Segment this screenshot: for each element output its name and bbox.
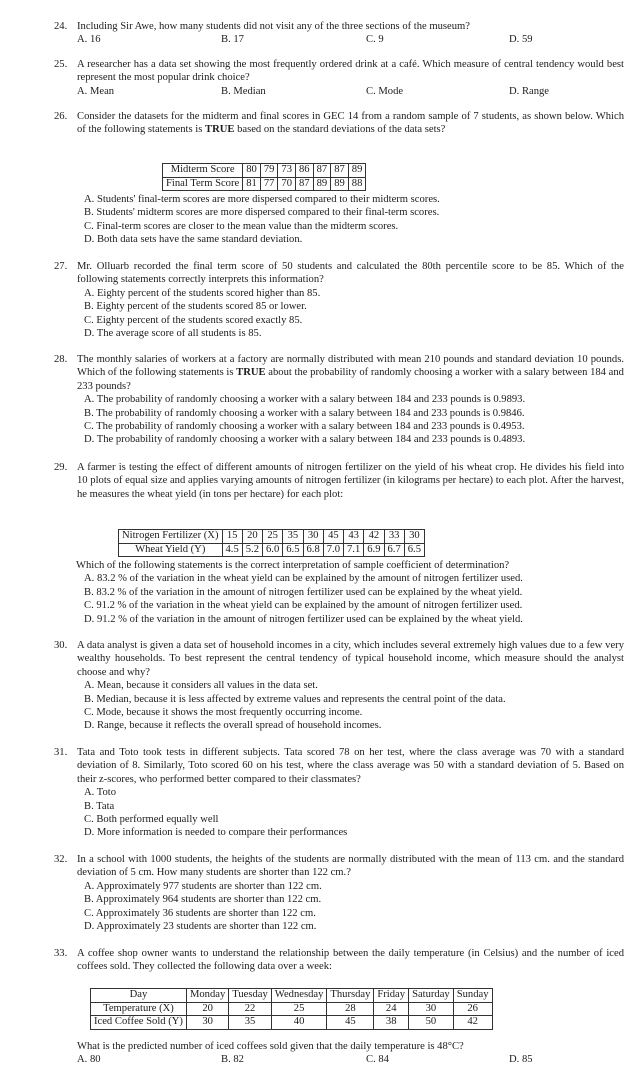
question-29-options [76,559,626,626]
question-number: 30. [54,640,68,651]
table-cell: 20 [186,1002,228,1016]
option-c: C. Eighty percent of the students scored exactly 85. [84,314,303,326]
question-text: A farmer is testing the effect of different amounts of nitrogen fertilizer on the yield of his wheat crop. He divides his field into 10 plots of equal size and applies varying amounts of nitrogen fertilizer (in kilograms per hectare) to each plot. After the harvest, he measures the wheat yield (in tons per hectare) for each plot: [77,462,624,500]
table-cell: 88 [348,177,366,191]
option-a: A. Eighty percent of the students scored higher than 85. [84,287,321,299]
table-cell: 35 [229,1016,272,1030]
table-cell: 28 [327,1002,374,1016]
table-cell: 4.5 [222,543,242,557]
question-text: In a school with 1000 students, the heights of the students are normally distributed with the mean of 113 cm. and the standard deviation of 5 cm. How many students are shorter than 122 cm.? [77,854,624,879]
table-cell: 7.0 [323,543,343,557]
column-header: Tuesday [229,989,272,1003]
option-d: D. The average score of all students is 85. [84,328,262,340]
iced-coffee-table [90,988,493,1030]
option-c: C. Final-term scores are closer to the mean value than the midterm scores. [84,220,399,232]
question-number: 26. [54,111,68,122]
table-cell: 30 [186,1016,228,1030]
column-header: Sunday [453,989,492,1003]
choice-b: B. Median [221,85,266,97]
table-cell: 6.0 [263,543,283,557]
table-cell: 6.9 [364,543,384,557]
column-header: Friday [374,989,409,1003]
question-text: The monthly salaries of workers at a factory are normally distributed with mean 210 pounds and standard deviation 10 pounds. Which of the following statements is TRUE about the probability of randomly choosing a worker with a salary between 184 and 233 pounds? [77,354,624,392]
table-cell: 89 [348,164,366,178]
table-cell: 89 [331,177,349,191]
table-cell: 5.2 [242,543,262,557]
question-27 [54,260,624,340]
question-text: Including Sir Awe, how many students did not visit any of the three sections of the museum? [77,21,470,32]
row-label: Nitrogen Fertilizer (X) [119,530,223,544]
option-b: B. Eighty percent of the students scored 85 or lower. [84,301,307,313]
table-header-row [91,989,493,1003]
question-number: 24. [54,21,68,32]
question-prompt: Which of the following statements is the correct interpretation of sample coefficient of determination? [76,560,510,571]
table-cell: 30 [409,1002,454,1016]
column-header: Wednesday [271,989,327,1003]
option-b: B. Tata [84,800,115,812]
table-row [119,543,425,557]
question-text: Tata and Toto took tests in different subjects. Tata scored 78 on her test, where the class average was 70 with a standard deviation of 8. Similarly, Toto scored 60 on his test, where the class average was 50 with a standard deviation of 5. Based on their z-scores, who performed better compared to their classmates? [77,747,624,785]
emphasis-true: TRUE [205,124,235,136]
row-label: Wheat Yield (Y) [119,543,223,557]
table-row [163,164,366,178]
column-header: Thursday [327,989,374,1003]
table-cell: 40 [271,1016,327,1030]
option-b: B. 83.2 % of the variation in the amount of nitrogen fertilizer used can be explained by the wheat yield. [84,586,523,598]
fertilizer-table [118,529,425,557]
question-text: A coffee shop owner wants to understand the relationship between the daily temperature (in Celsius) and the number of iced coffees sold. They collected the following data over a week: [77,948,624,973]
table-cell: 22 [229,1002,272,1016]
choice-d: D. 59 [509,34,533,46]
row-label: Midterm Score [163,164,243,178]
scores-table [162,163,366,191]
question-29 [54,461,624,501]
emphasis-true: TRUE [236,367,266,379]
question-number: 28. [54,354,68,365]
table-cell: 77 [260,177,278,191]
option-c: C. Approximately 36 students are shorter than 122 cm. [84,907,316,919]
option-a: A. Mean, because it considers all values in the data set. [84,680,318,692]
option-b: B. Approximately 964 students are shorter than 122 cm. [84,894,322,906]
table-cell: 73 [278,164,296,178]
option-b: B. Students' midterm scores are more dispersed compared to their final-term scores. [84,207,440,219]
question-text: A data analyst is given a data set of household incomes in a city, which includes several extremely high values due to a few very wealthy households. To best represent the central tendency of typical household income, which measure should the analyst choose and why? [77,640,624,678]
question-text: Consider the datasets for the midterm and final scores in GEC 14 from a random sample of 7 students, as shown below. Which of the following statements is TRUE based on the standard deviations of the data sets? [77,111,624,136]
answer-choices [77,85,624,98]
question-text: Mr. Olluarb recorded the final term score of 50 students and calculated the 80th percentile score to be 85. Which of the following statements correctly interprets this information? [77,261,624,286]
option-a: A. Students' final-term scores are more dispersed compared to their midterm scores. [84,194,440,205]
table-cell: 50 [409,1016,454,1030]
table-cell: 30 [303,530,323,544]
table-cell: 35 [283,530,303,544]
table-cell: 42 [453,1016,492,1030]
table-cell: 7.1 [344,543,364,557]
table-cell: 86 [296,164,314,178]
option-b: B. The probability of randomly choosing a worker with a salary between 184 and 233 pounds is 0.9846. [84,407,525,419]
question-number: 31. [54,747,68,758]
option-c: C. Both performed equally well [84,814,219,826]
option-b: B. Median, because it is less affected by extreme values and represents the central point of the data. [84,693,506,705]
table-cell: 45 [327,1016,374,1030]
choice-d: D. Range [509,85,550,97]
table-cell: 87 [296,177,314,191]
table-cell: 30 [404,530,424,544]
table-cell: 6.8 [303,543,323,557]
row-label: Final Term Score [163,177,243,191]
option-d: D. Range, because it reflects the overall spread of household incomes. [84,720,382,732]
table-cell: 25 [263,530,283,544]
question-26 [54,110,624,137]
option-d: D. 91.2 % of the variation in the amount of nitrogen fertilizer used can be explained by the wheat yield. [84,613,523,625]
question-30 [54,639,624,733]
choice-a: A. Mean [77,85,115,97]
option-d: D. Approximately 23 students are shorter than 122 cm. [84,921,317,933]
option-a: A. Toto [84,787,117,799]
table-cell: 20 [242,530,262,544]
column-header: Monday [186,989,228,1003]
table-cell: 87 [313,164,331,178]
answer-choices [77,33,624,46]
table-cell: 89 [313,177,331,191]
table-row [163,177,366,191]
table-cell: 43 [344,530,364,544]
option-c: C. The probability of randomly choosing a worker with a salary between 184 and 233 pounds is 0.4953. [84,421,525,433]
table-cell: 38 [374,1016,409,1030]
choice-c: C. 9 [366,34,384,46]
table-cell: 6.5 [283,543,303,557]
table-cell: 15 [222,530,242,544]
question-28 [54,353,624,447]
table-cell: 6.5 [404,543,424,557]
table-cell: 26 [453,1002,492,1016]
question-26-options [54,193,624,247]
option-c: C. Mode, because it shows the most frequently occurring income. [84,707,363,719]
choice-d: D. 85 [509,1054,533,1066]
table-cell: 45 [323,530,343,544]
table-cell: 81 [243,177,261,191]
option-c: C. 91.2 % of the variation in the wheat yield can be explained by the amount of nitrogen fertilizer used. [84,600,523,612]
option-d: D. The probability of randomly choosing a worker with a salary between 184 and 233 pounds is 0.4893. [84,434,526,446]
row-label: Iced Coffee Sold (Y) [91,1016,187,1030]
table-cell: 6.7 [384,543,404,557]
question-25 [54,58,624,98]
choice-a: A. 16 [77,34,101,46]
table-row [119,530,425,544]
choice-c: C. Mode [366,85,404,97]
choice-c: C. 84 [366,1054,389,1066]
table-cell: 70 [278,177,296,191]
table-cell: 25 [271,1002,327,1016]
option-d: D. More information is needed to compare their performances [84,827,348,839]
question-number: 29. [54,462,68,473]
table-cell: 79 [260,164,278,178]
table-cell: 80 [243,164,261,178]
row-label: Temperature (X) [91,1002,187,1016]
table-row [91,1002,493,1016]
question-number: 33. [54,948,68,959]
choice-b: B. 82 [221,1054,244,1066]
question-33-prompt [54,1040,624,1067]
option-a: A. The probability of randomly choosing a worker with a salary between 184 and 233 pounds is 0.9893. [84,394,526,406]
question-number: 32. [54,854,68,865]
question-33 [54,947,624,974]
choice-a: A. 80 [77,1054,101,1066]
table-cell: 87 [331,164,349,178]
choice-b: B. 17 [221,34,244,46]
table-cell: 42 [364,530,384,544]
answer-choices [77,1053,624,1066]
question-32 [54,853,624,933]
question-number: 27. [54,261,68,272]
question-24 [54,20,624,47]
column-header: Saturday [409,989,454,1003]
header-label: Day [91,989,187,1003]
question-prompt: What is the predicted number of iced coffees sold given that the daily temperature is 48°C? [77,1041,464,1052]
table-cell: 33 [384,530,404,544]
table-cell: 24 [374,1002,409,1016]
option-a: A. 83.2 % of the variation in the wheat yield can be explained by the amount of nitrogen fertilizer used. [84,573,523,585]
question-text: A researcher has a data set showing the most frequently ordered drink at a café. Which measure of central tendency would best represent the most popular drink choice? [77,59,624,84]
question-number: 25. [54,59,68,70]
table-row [91,1016,493,1030]
option-a: A. Approximately 977 students are shorter than 122 cm. [84,880,322,892]
option-d: D. Both data sets have the same standard deviation. [84,234,303,246]
question-31 [54,746,624,840]
